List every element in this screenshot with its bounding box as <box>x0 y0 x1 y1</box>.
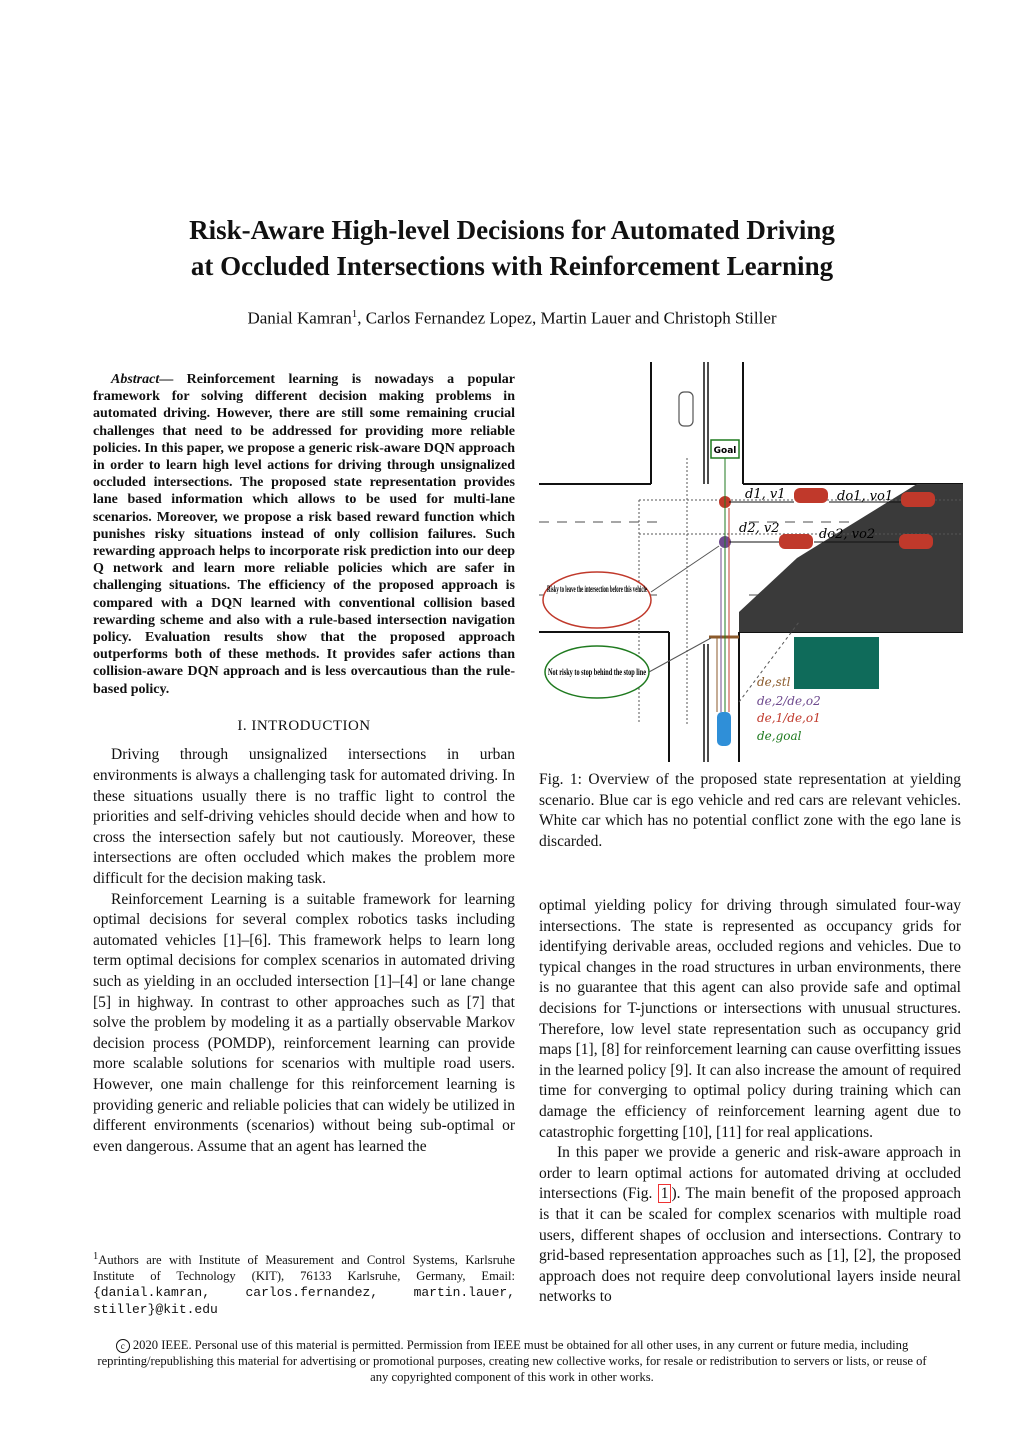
figure-intersection-diagram <box>539 362 963 762</box>
footnote-mark: 1 <box>93 1251 99 1262</box>
label-do1vo1: do1, vo1 <box>837 489 894 504</box>
callout-pointer <box>649 638 711 672</box>
title-line-1: Risk-Aware High-level Decisions for Automated Driving <box>189 215 835 245</box>
label-do2vo2: do2, vo2 <box>819 527 876 542</box>
footnote <box>93 1249 515 1318</box>
red-car <box>901 492 935 507</box>
title-line-2: at Occluded Intersections with Reinforcement Learning <box>190 251 834 281</box>
right-paragraph-2-end: ). The main benefit of the proposed approach is that it can be scaled for complex scenarios with multiple road users, different shapes of occlusion and intersections. Contrary to grid-based representation approaches such as [1], [2], the proposed approach does not require deep convolutional layers inside neural networks to <box>539 1185 961 1306</box>
not-risky-callout-text <box>548 668 646 678</box>
red-car <box>899 534 933 549</box>
legend-de2: de,2/de,o2 <box>757 694 821 708</box>
legend-de-goal: de,goal <box>757 729 802 743</box>
author-rest: , Carlos Fernandez Lopez, Martin Lauer and Christoph Stiller <box>357 308 777 328</box>
label-d2v2: d2, v2 <box>739 521 780 536</box>
risky-callout-text <box>547 585 647 595</box>
not-risky-line: Not risky to stop behind the stop line <box>548 668 646 678</box>
intro-paragraph-2: Reinforcement Learning is a suitable framework for learning optimal decisions for several complex robotics tasks including automated vehicles [1]–[6]. This framework helps to learn long term optimal decisions for complex scenarios in automated driving such as yielding in an occluded intersection [1]–[4] or lane change [5] in highway. In contrast to other approaches such as [7] that solve the problem by modeling it as a partially observable Markov decision process (POMDP), reinforcement learning can provide more scalable solutions for scenarios with multiple road users. However, one main challenge for this reinforcement learning is providing generic and reliable policies that can widely be utilized in different environments (scenarios) without being sub-optimal or even dangerous. Assume that an agent has learned the <box>93 890 515 1155</box>
red-car <box>794 488 828 503</box>
copyright-symbol: c <box>116 1339 130 1353</box>
abstract <box>93 371 515 698</box>
intro-paragraph-1: Driving through unsignalized intersections in urban environments is always a challenging task for automated driving. In these situations usually there is no traffic light to control the priorities and self-driving vehicles should decide when and how to cross the intersection safely but not cautiously. Moreover, these intersections are often occluded which makes the problem more difficult for the decision making task. <box>93 746 515 888</box>
right-paragraph-1: optimal yielding policy for driving through simulated four-way intersections. The state is represented as occupancy grids for identifying derivable areas, occluded regions and vehicles. Due to typical changes in the road structures in urban environments, there is no guarantee that this agent can also provide safe and optimal decisions for T-junctions or intersections with unusual structures. Therefore, low level state representation such as occupancy grid maps [1], [8] for reinforcement learning can cause overfitting issues in the learned policy [9]. It can also increase the amount of required time for converging to optimal policy during training which can damage the efficiency of reinforcement learning agent due to catastrophic forgetting [10], [11] for real applications. <box>539 897 961 1141</box>
left-column <box>93 371 515 1157</box>
goal-label: Goal <box>713 446 737 456</box>
ego-car <box>717 712 731 746</box>
figure-caption <box>539 770 961 852</box>
callout-pointer <box>651 546 719 592</box>
risky-callout <box>543 572 651 628</box>
right-column <box>539 896 961 1308</box>
footnote-emails: {danial.kamran, carlos.fernandez, martin.lauer, stiller}@kit.edu <box>93 1285 515 1318</box>
abstract-dash: — <box>159 372 174 387</box>
figure-reference-link[interactable]: 1 <box>658 1184 672 1203</box>
abstract-text: Reinforcement learning is nowadays a popular framework for solving different decision making problems in automated driving. However, there are still some remaining crucial challenges that need to be addressed for providing more reliable policies. In this paper, we propose a generic risk-aware DQN approach in order to learn high level actions for driving through unsignalized occluded intersections. The proposed state representation provides lane based information which allows to be used for multi-lane scenarios. Moreover, we propose a risk based reward function which punishes risky situations instead of only collision failures. Such rewarding approach helps to incorporate risk prediction into our deep Q network and learn more reliable policies which are safer in challenging situations. The efficiency of the proposed approach is compared with a DQN learned with conventional collision based rewarding scheme and also with a rule-based intersection navigation policy. Evaluation results show that the proposed approach outperforms both of these methods. It provides safer actions than collision-aware DQN approach and is less overcautious than the rule-based policy. <box>93 372 515 697</box>
copyright-notice <box>90 1337 934 1385</box>
caption-label: Fig. 1: <box>539 771 582 788</box>
white-car <box>679 392 693 426</box>
footnote-text: Authors are with Institute of Measurement and Control Systems, Karlsruhe Institute of Technology (KIT), 76133 Karlsruhe, Germany, Email: <box>93 1253 515 1284</box>
author-first: Danial Kamran <box>247 308 352 328</box>
authors <box>0 308 1024 329</box>
legend-de1: de,1/de,o1 <box>757 711 821 725</box>
right-paragraph-2-start: In this paper we provide a generic and risk-aware approach in order to learn optimal actions for automated driving at occluded intersections (Fig. <box>539 1144 961 1203</box>
paper-title <box>0 212 1024 284</box>
occluding-building <box>794 637 879 689</box>
label-d1v1: d1, v1 <box>745 487 786 502</box>
copyright-text: 2020 IEEE. Personal use of this material is permitted. Permission from IEEE must be obtained for all other uses, in any current or future media, including reprinting/republishing this material for advertising or promotional purposes, creating new collective works, for resale or redistribution to servers or lists, or reuse of any copyrighted component of this work in other works. <box>97 1338 927 1384</box>
right-paragraph-2 <box>539 1143 961 1308</box>
risky-line: Risky to leave the intersection before this vehicle <box>547 585 647 595</box>
red-car <box>779 534 813 549</box>
caption-text: Overview of the proposed state representation at yielding scenario. Blue car is ego vehicle and red cars are relevant vehicles. White car which has no potential conflict zone with the ego lane is discarded. <box>539 771 962 850</box>
author-affiliation-mark: 1 <box>351 308 358 320</box>
dotted-guide <box>739 622 799 702</box>
section-heading-introduction: I. INTRODUCTION <box>237 717 371 734</box>
abstract-label: Abstract <box>111 372 160 387</box>
legend-de-stl: de,stl <box>757 675 791 689</box>
